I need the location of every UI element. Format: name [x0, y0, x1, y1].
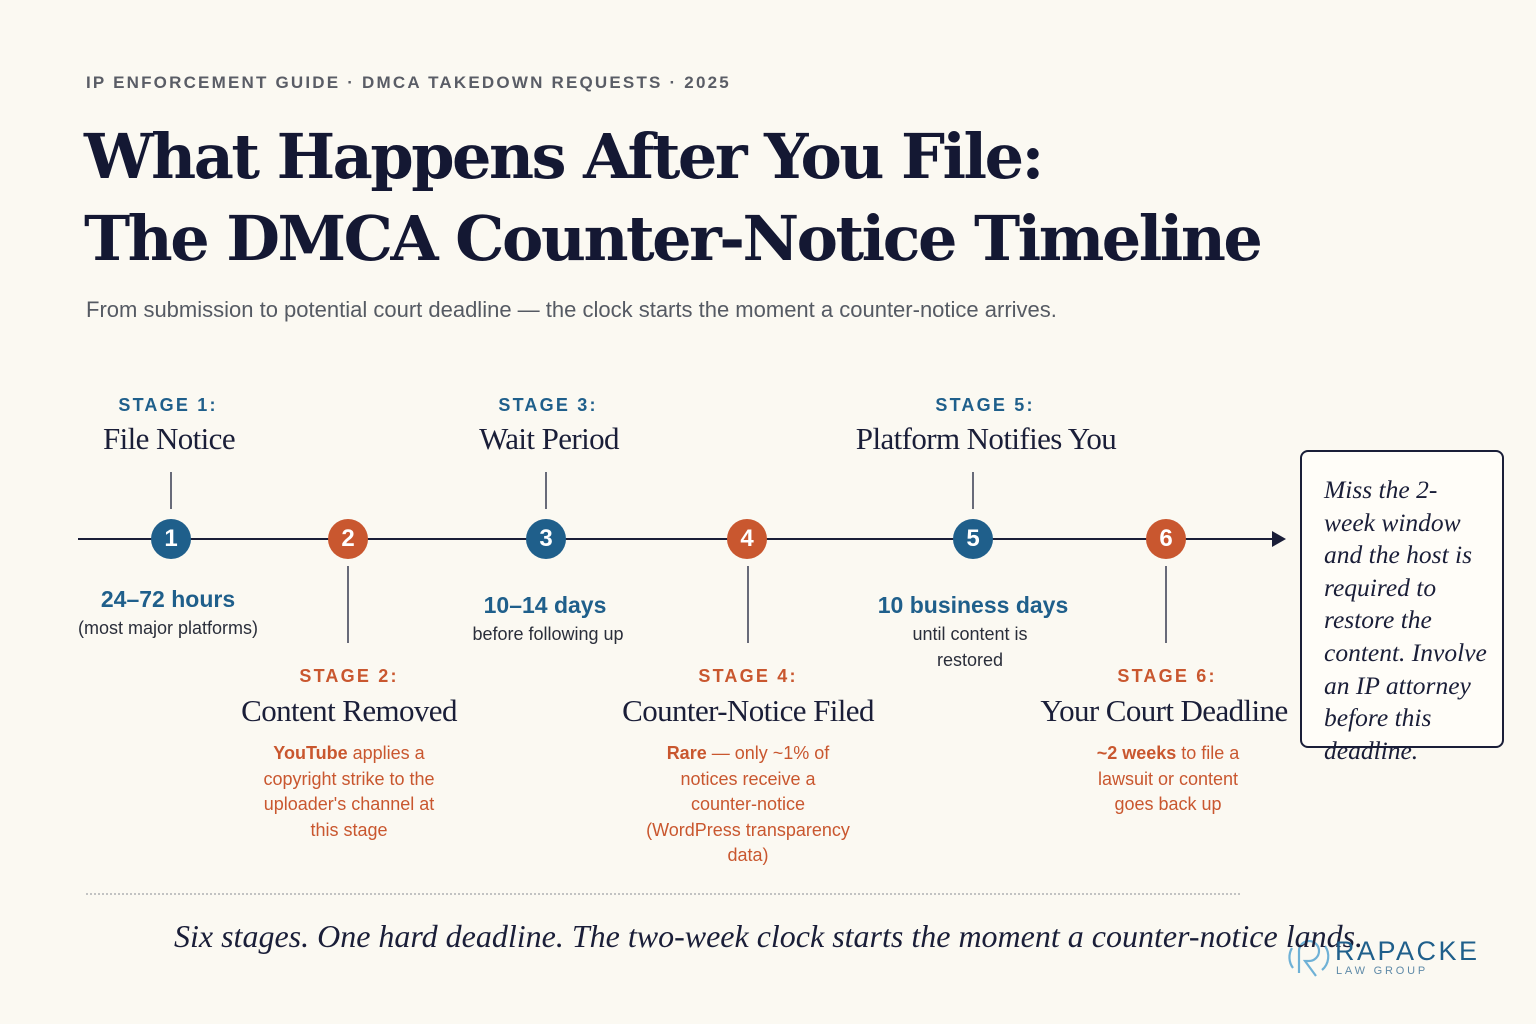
stage-6-note-line-3: goes back up	[1114, 794, 1222, 814]
stage-4-note-line-3: counter-notice	[690, 794, 806, 814]
stage-4-marker: 4	[727, 519, 767, 559]
stage-5-note-line-2: restored	[936, 649, 1004, 670]
stage-4-note-line-4: (WordPress transparency	[646, 819, 850, 840]
stage-2-note-line-3: uploader's channel at	[263, 794, 435, 814]
stage-6-note-line-2: lawsuit or content	[1097, 768, 1239, 789]
stage-6-highlight: ~2 weeks	[1096, 743, 1177, 763]
stage-4-highlight: Rare	[666, 743, 707, 763]
timeline-arrow-head	[1272, 531, 1286, 547]
stage-3-name: Wait Period	[479, 421, 619, 456]
stage-2-note-line-2: copyright strike to the	[263, 768, 435, 789]
stage-3-marker: 3	[526, 519, 566, 559]
stage-2-name: Content Removed	[241, 693, 457, 728]
title-line-2: The DMCA Counter-Notice Timeline	[84, 202, 1261, 275]
stage-6-marker: 6	[1146, 519, 1186, 559]
footer-tagline: Six stages. One hard deadline. The two-week clock starts the moment a counter-notice lands.	[174, 918, 1364, 954]
stage-1-marker: 1	[151, 519, 191, 559]
stage-1-note: (most major platforms)	[77, 618, 259, 638]
stage-5-duration: 10 business days	[877, 592, 1069, 618]
stage-2-note-line-4: this stage	[310, 819, 388, 840]
stage-2-note	[189, 741, 509, 843]
stage-3-label: STAGE 3:	[498, 395, 598, 415]
stage-6-note-line-1: to file a	[1176, 743, 1240, 763]
stage-2-note-line-1: applies a	[347, 743, 425, 763]
stage-5-note-line-1: until content is	[912, 624, 1028, 644]
stage-4-label: STAGE 4:	[698, 666, 798, 686]
stage-4-note	[588, 741, 908, 869]
title-line-1: What Happens After You File:	[84, 120, 1042, 193]
stage-4-note-line-2: notices receive a	[680, 768, 816, 789]
stage-6-label: STAGE 6:	[1117, 666, 1217, 686]
stage-5-marker: 5	[953, 519, 993, 559]
stage-2-marker: 2	[328, 519, 368, 559]
stage-4-note-line-1: — only ~1% of	[706, 743, 830, 763]
logo-subtitle: LAW GROUP	[1336, 965, 1429, 977]
logo-name: RAPACKE	[1335, 936, 1480, 966]
callout-text: Miss the 2-week window and the host is required to restore the content. Involve an IP attorney before this deadline.	[1324, 475, 1487, 765]
stage-5-name: Platform Notifies You	[855, 421, 1117, 456]
stage-2-highlight: YouTube	[273, 743, 348, 763]
deadline-callout	[1300, 450, 1504, 765]
stage-3-note: before following up	[472, 624, 624, 644]
stage-2-label: STAGE 2:	[299, 666, 399, 686]
stage-4-name: Counter-Notice Filed	[622, 693, 874, 728]
kicker: IP ENFORCEMENT GUIDE · DMCA TAKEDOWN REQUESTS · 2025	[86, 73, 731, 92]
stage-1-label: STAGE 1:	[118, 395, 218, 415]
stage-6-name: Your Court Deadline	[1040, 693, 1288, 728]
subtitle: From submission to potential court deadline — the clock starts the moment a counter-notice arrives.	[86, 297, 1057, 322]
stage-1-duration: 24–72 hours	[100, 586, 236, 612]
stage-3-duration: 10–14 days	[483, 592, 607, 618]
stage-4-note-line-5: data)	[727, 845, 769, 865]
stage-1-name: File Notice	[102, 421, 235, 456]
stage-5-label: STAGE 5:	[935, 395, 1035, 415]
stage-6-note	[1008, 741, 1328, 818]
